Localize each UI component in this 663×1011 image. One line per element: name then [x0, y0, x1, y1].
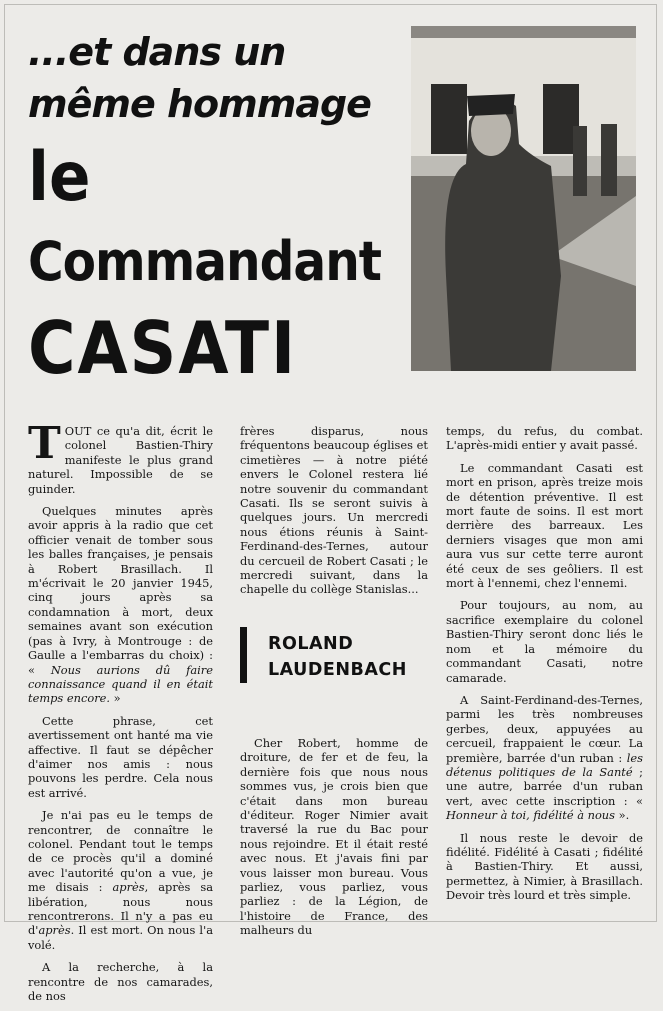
paragraph [28, 504, 213, 706]
paragraph-text: Pour toujours, au nom, au sacrifice exemplaire du colonel Bastien-Thiry seront donc liés le nom et la mémoire du commandant Casati, notre camarade. [446, 598, 643, 685]
paragraph [446, 831, 643, 903]
paragraph [28, 714, 213, 800]
author-first-name: ROLAND [268, 634, 354, 654]
quote-text: Nous aurions dû faire connaissance quand il en était temps encore. [28, 662, 213, 706]
paragraph [28, 960, 213, 1003]
paragraph-text: Cher Robert, homme de droiture, de fer et de feu, la dernière fois que nous nous sommes vus, je crois bien que c'était dans mon bureau d'éditeur. Roger Nimier avait traversé la rue du Bac pour nous rejoindre. Et il était resté avec nous. Et j'avais fini par vous laisser mon bureau. Vous parliez, vous parliez, vous parliez : de la Légion, de l'histoire de France, des malheurs du [240, 736, 428, 938]
paragraph [240, 424, 428, 597]
paragraph-text: frères disparus, nous fréquentons beaucoup églises et cimetières — à notre piété envers le Colonel restera lié notre souvenir du commandant Casati. Ils se seront suivis à quelques jours. Un mercredi nous étions réunis à Saint-Ferdinand-des-Ternes, autour du cercueil de Robert Casati ; le mercredi suivant, dans la chapelle du collège Stanislas... [240, 424, 428, 597]
paragraph-text: Je n'ai pas eu le temps de rencontrer, de connaître le colonel. Pendant tout le temps de ce procès qu'il a dominé avec l'autorité qu'on a vue, je me disais : [28, 808, 213, 895]
paragraph [28, 808, 213, 952]
paragraph-text: Il nous reste le devoir de fidélité. Fidélité à Casati ; fidélité à Bastien-Thiry. Et aussi, permettez, à Nimier, à Brasillach. Devoir très lourd et très simple. [446, 830, 643, 903]
paragraph-text: ; une autre, barrée d'un ruban vert, avec cette inscription : « [446, 764, 644, 808]
article-column-2-lower [240, 736, 428, 938]
paragraph-text: OUT ce qu'a dit, écrit le colonel Bastien-Thiry manifeste le plus grand naturel. Impossible de se guinder. [28, 424, 213, 496]
paragraph [240, 736, 428, 938]
author-last-name: LAUDENBACH [268, 660, 407, 680]
headline-kicker: ...et dans un même hommage [28, 30, 371, 126]
paragraph-text: . Il est mort. On nous l'a volé. [28, 923, 213, 952]
paragraph-text: , après sa libération, nous nous rencontrerons. Il n'y a pas eu d' [28, 880, 213, 938]
quote-text: après [38, 923, 71, 938]
paragraph [446, 693, 643, 823]
paragraph-text: Quelques minutes après avoir appris à la radio que cet officier venait de tomber sous les balles françaises, je pensais à Robert Brasillach. Il m'écrivait le 20 janvier 1945, cinq jours après sa condamnation à mort, deux semaines avant son exécution (pas à Ivry, à Montrouge : de Gaulle a l'embarras du choix) : « [28, 504, 213, 677]
paragraph [446, 461, 643, 591]
paragraph-text: ». [614, 808, 630, 823]
quote-text: Honneur à toi, fidélité à nous [446, 808, 615, 823]
paragraph-text: Le commandant Casati est mort en prison, après treize mois de détention préventive. Il est mort faute de soins. Il est mort derrière des barreaux. Les derniers visages que mon ami aura vus sur cette terre auront été ceux de ses geôliers. Il est mort à l'ennemi, chez l'ennemi. [446, 460, 643, 591]
paragraph-text: » [110, 691, 121, 706]
paragraph [446, 424, 643, 453]
paragraph-text: A la recherche, à la rencontre de nos camarades, de nos [28, 960, 213, 1004]
article-column-3 [446, 424, 643, 911]
paragraph-text: A Saint-Ferdinand-des-Ternes, parmi les très nombreuses gerbes, deux, appuyées au cercueil, frappaient le cœur. La première, barrée d'un ruban : [446, 692, 643, 765]
paragraph-text: Cette phrase, cet avertissement ont hanté ma vie affective. Il faut se dépêcher d'aimer nos amis : nous pouvons les perdre. Cela nous est arrivé. [28, 713, 213, 800]
quote-text: les détenus politiques de la Santé [446, 750, 643, 779]
byline [240, 627, 440, 685]
author-name [268, 631, 407, 683]
paragraph-text: temps, du refus, du combat. L'après-midi entier y avait passé. [446, 424, 643, 453]
paragraph [446, 598, 643, 684]
headline-line-le: le [28, 138, 91, 217]
drop-cap: T [28, 418, 61, 469]
headline-line-commandant: Commandant [28, 230, 382, 293]
article-column-1 [28, 418, 213, 1011]
paragraph [28, 418, 213, 496]
officer-photo [411, 26, 636, 371]
headline-line-casati: CASATI [28, 306, 298, 390]
quote-text: après [112, 880, 145, 895]
byline-bar [240, 627, 247, 683]
article-column-2 [240, 424, 428, 605]
